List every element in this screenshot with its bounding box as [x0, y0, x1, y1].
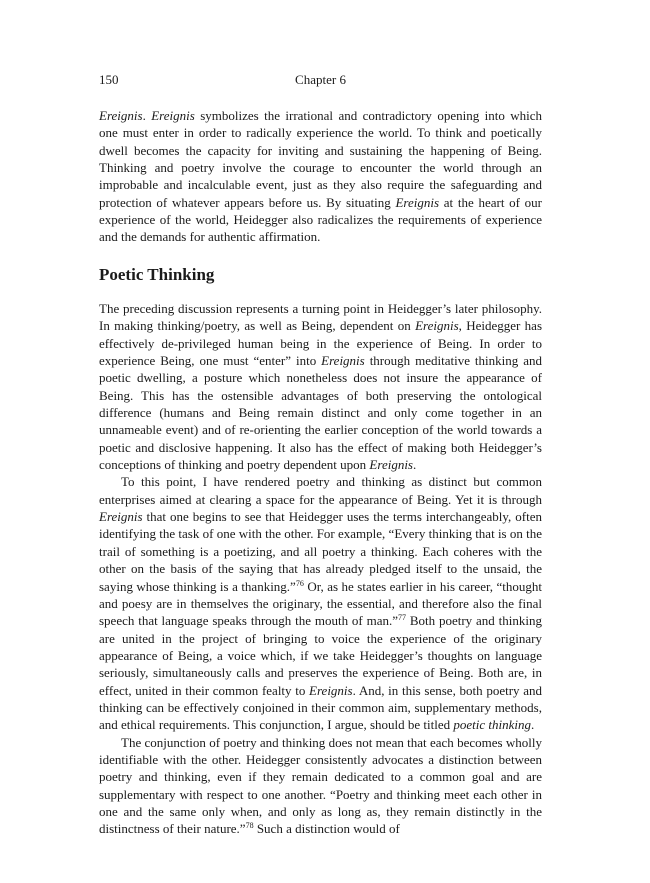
- body-paragraph: [99, 734, 542, 838]
- italic-term: Ereignis: [321, 353, 365, 369]
- text-run: that one begins to see that Heidegger uses the terms interchangeably, often identifying the task of one with the other. For example, “Every thinking that is on the trail of something is a poetizing, and all poetry a thinking. Each coheres with the other on the basis of the saying that has already pledged itself to the unsaid, the saying whose thinking is a thanking.”: [99, 509, 542, 594]
- body-paragraph: [99, 300, 542, 473]
- intro-text-block: [99, 107, 542, 246]
- text-run: Or, as he states earlier in his career, “thought and poesy are in themselves the originary, the essential, and therefore also the final speech that language speaks through the mouth of man.”: [99, 578, 542, 629]
- text-run: . And, in this sense, both poetry and thinking can be effectively conjoined in their common aim, supplementary methods, and ethical requirements. This conjunction, I argue, should be titled: [99, 682, 542, 733]
- section-body: [99, 300, 542, 838]
- footnote-marker: 78: [245, 821, 254, 831]
- intro-paragraph: [99, 107, 542, 246]
- text-run: .: [531, 717, 535, 733]
- chapter-title: Chapter 6: [295, 72, 346, 87]
- page-number: 150: [99, 72, 119, 87]
- text-run: through meditative thinking and poetic dwelling, a posture which nonetheless does not insure the appearance of Being. This has the ostensible advantages of both preserving the ontological difference (humans and Being remain distinct and only come together in an unnameable event) and of re-orienting the earlier conception of the world towards a poetic and disclosive happening. It also has the effect of making both Heidegger’s conceptions of thinking and poetry dependent upon: [99, 353, 542, 473]
- text-run: The preceding discussion represents a turning point in Heidegger’s later philosophy. In making thinking/poetry, as well as Being, dependent on: [99, 301, 542, 334]
- italic-term: Ereignis: [151, 108, 195, 123]
- italic-term: Ereignis: [99, 509, 143, 525]
- running-head: [99, 72, 542, 90]
- text-run: Such a distinction would of: [253, 821, 400, 837]
- section-heading: Poetic Thinking: [99, 265, 215, 284]
- italic-term: Ereignis: [369, 457, 413, 473]
- text-run: symbolizes the irrational and contradictory opening into which one must enter in order to radically experience the world. To think and poetically dwell becomes the capacity for inviting and sustaining the happening of Being. Thinking and poetry involve the courage to encounter the world through an improbable and incalculable event, just as they also require the safeguarding and protection of whatever appears before us. By situating: [99, 108, 542, 210]
- text-run: .: [413, 457, 417, 473]
- text-run: The conjunction of poetry and thinking does not mean that each becomes wholly identifiable with the other. Heidegger consistently advocates a distinction between poetry and thinking, even if they remain dedicated to a common goal and are supplementary with respect to one another. “Poetry and thinking meet each other in one and the same only when, and only as long as, they remain distinctly in the distinctness of their nature.”: [99, 734, 542, 837]
- body-paragraph: [99, 473, 542, 733]
- footnote-marker: 77: [398, 613, 406, 623]
- italic-term: Ereignis: [99, 108, 143, 123]
- text-run: at the heart of our experience of the world, Heidegger also radicalizes the requirements of experience and the demands for authentic affirmation.: [99, 194, 542, 245]
- italic-term: Ereignis: [415, 318, 459, 334]
- footnote-marker: 76: [295, 578, 304, 588]
- text-run: , Heidegger has effectively de-privileged human being in the experience of Being. In order to experience Being, one must “enter” into: [99, 318, 543, 369]
- italic-term: Ereignis: [309, 682, 353, 698]
- text-run: .: [142, 108, 152, 123]
- italic-term: Ereignis: [395, 194, 440, 210]
- text-run: To this point, I have rendered poetry and thinking as distinct but common enterprises aimed at clearing a space for the appearance of Being. Yet it is through: [99, 474, 542, 507]
- italic-term: poetic thinking: [453, 717, 532, 733]
- text-run: Both poetry and thinking are united in the project of bringing to voice the experience of the originary appearance of Being, a voice which, if we take Heidegger’s thoughts on language seriously, simultaneously calls and preserves the experience of Being. Both are, in effect, united in their common fealty to: [99, 613, 542, 698]
